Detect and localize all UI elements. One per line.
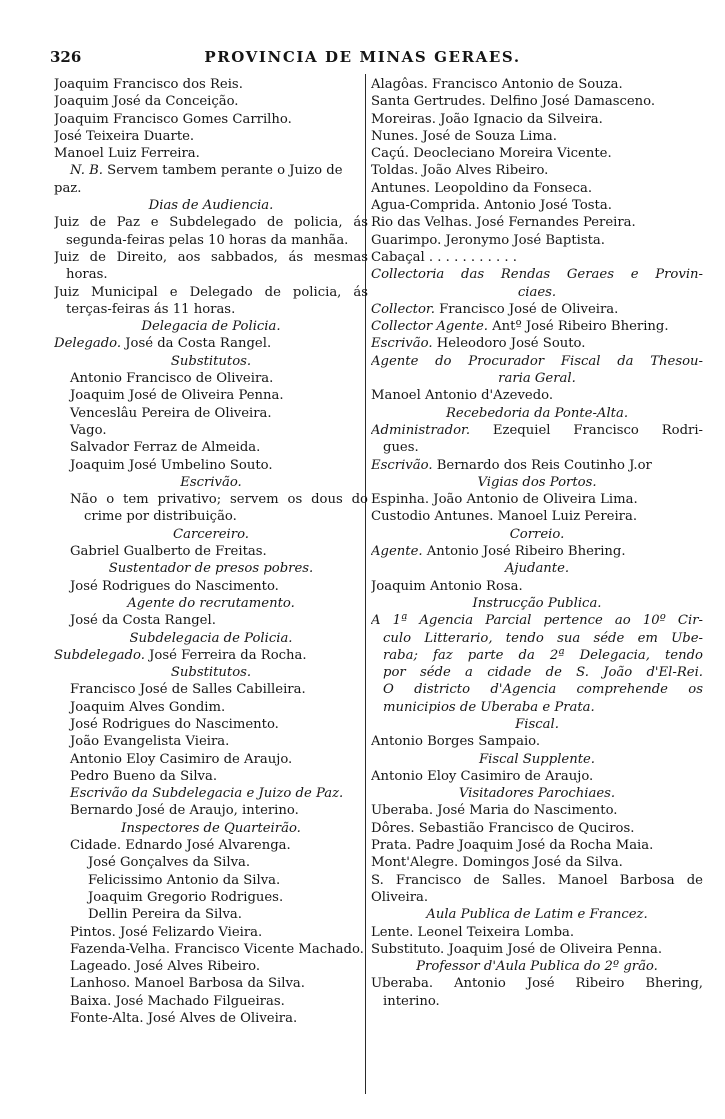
text-line: Moreiras. João Ignacio da Silveira. bbox=[371, 111, 603, 127]
section-heading: Agente do recrutamento. bbox=[127, 595, 295, 611]
section-heading: raria Geral. bbox=[498, 371, 576, 387]
section-heading: Subdelegacia de Policia. bbox=[129, 630, 293, 646]
entry-name: Francisco José de Oliveira. bbox=[439, 301, 619, 317]
page-header bbox=[0, 48, 725, 74]
entry-name: Antº José Ribeiro Bhering. bbox=[492, 319, 669, 335]
text-line: Não o tem privativo; servem os dous do bbox=[70, 492, 368, 508]
text-line: Felicissimo Antonio da Silva. bbox=[88, 872, 281, 888]
section-heading: ciaes. bbox=[517, 284, 557, 300]
note-label: N. B. bbox=[70, 163, 103, 179]
right-column bbox=[371, 76, 703, 1010]
text-line: Nunes. José de Souza Lima. bbox=[371, 128, 557, 144]
note-text: Servem tambem perante o Juizo de bbox=[107, 163, 343, 179]
entry-role: Escrivão. bbox=[371, 336, 433, 352]
paragraph-line: por séde a cidade de S. João d'El-Rei. bbox=[383, 665, 703, 681]
text-line: Vago. bbox=[70, 422, 107, 438]
text-line: gues. bbox=[383, 440, 419, 456]
text-line: Venceslâu Pereira de Oliveira. bbox=[70, 405, 272, 421]
text-line: Juiz de Paz e Subdelegado de policia, ás bbox=[54, 215, 368, 231]
entry-line bbox=[371, 457, 703, 474]
text-line: Francisco José de Salles Cabilleira. bbox=[70, 682, 306, 698]
text-line: crime por distribuição. bbox=[84, 509, 237, 525]
text-line: Lente. Leonel Teixeira Lomba. bbox=[371, 924, 575, 940]
paragraph-line: O districto d'Agencia comprehende os bbox=[383, 682, 703, 698]
text-line: Lanhoso. Manoel Barbosa da Silva. bbox=[70, 976, 305, 992]
text-line: Salvador Ferraz de Almeida. bbox=[70, 440, 261, 456]
text-line: interino. bbox=[383, 993, 440, 1009]
section-heading: Collectoria das Rendas Geraes e Provin- bbox=[371, 267, 703, 283]
text-line: Joaquim Francisco Gomes Carrilho. bbox=[54, 111, 292, 127]
text-line: Pedro Bueno da Silva. bbox=[70, 768, 218, 784]
entry-name: José Ferreira da Rocha. bbox=[149, 647, 307, 663]
entry-role: Subdelegado. bbox=[54, 647, 145, 663]
text-line: Toldas. João Alves Ribeiro. bbox=[371, 163, 549, 179]
text-line: Gabriel Gualberto de Freitas. bbox=[70, 544, 267, 560]
text-line: Cabaçal . . . . . . . . . . . bbox=[371, 249, 517, 265]
entry-role: Escrivão. bbox=[371, 457, 433, 473]
text-line: horas. bbox=[66, 267, 108, 283]
section-heading: Delegacia de Policia. bbox=[141, 319, 281, 335]
text-line: Joaquim Alves Gondim. bbox=[70, 699, 226, 715]
section-heading: Inspectores de Quarteirão. bbox=[121, 820, 301, 836]
paragraph-line: raba; faz parte da 2ª Delegacia, tendo bbox=[383, 647, 703, 663]
section-heading: Ajudante. bbox=[504, 561, 570, 577]
text-line: Joaquim José de Oliveira Penna. bbox=[70, 388, 284, 404]
text-line: Antonio Eloy Casimiro de Araujo. bbox=[70, 751, 293, 767]
text-line: Oliveira. bbox=[371, 889, 429, 905]
section-heading: Aula Publica de Latim e Francez. bbox=[426, 907, 648, 923]
entry-name: Bernardo dos Reis Coutinho J.or bbox=[436, 457, 652, 473]
section-heading: Fiscal. bbox=[515, 716, 559, 732]
page-number: 326 bbox=[50, 48, 82, 66]
text-line: terças-feiras ás 11 horas. bbox=[66, 301, 236, 317]
section-heading: Correio. bbox=[509, 526, 565, 542]
entry-role: Collector Agente. bbox=[371, 319, 488, 335]
left-column bbox=[54, 76, 368, 1027]
paragraph-line: municipios de Uberaba e Prata. bbox=[383, 699, 595, 715]
entry-line bbox=[54, 647, 368, 664]
text-line: paz. bbox=[54, 180, 82, 196]
text-line: Antonio Francisco de Oliveira. bbox=[70, 371, 274, 387]
text-line: S. Francisco de Salles. Manoel Barbosa de bbox=[371, 872, 703, 888]
section-heading: Agente do Procurador Fiscal da Thesou- bbox=[371, 353, 703, 369]
text-line: Dellin Pereira da Silva. bbox=[88, 907, 242, 923]
text-line: Espinha. João Antonio de Oliveira Lima. bbox=[371, 492, 638, 508]
text-line: José Rodrigues do Nascimento. bbox=[70, 716, 279, 732]
text-line: Joaquim Gregorio Rodrigues. bbox=[88, 889, 284, 905]
text-line: Juiz de Direito, aos sabbados, ás mesmas bbox=[54, 249, 368, 265]
text-line: Caçú. Deocleciano Moreira Vicente. bbox=[371, 146, 612, 162]
text-line: Joaquim Antonio Rosa. bbox=[371, 578, 523, 594]
text-line: Joaquim José Umbelino Souto. bbox=[70, 457, 273, 473]
text-line: José Gonçalves da Silva. bbox=[88, 855, 251, 871]
text-line: Antunes. Leopoldino da Fonseca. bbox=[371, 180, 593, 196]
text-line: Juiz Municipal e Delegado de policia, ás bbox=[54, 284, 368, 300]
section-heading: Fiscal Supplente. bbox=[478, 751, 595, 767]
page-title: PROVINCIA DE MINAS GERAES. bbox=[204, 48, 521, 66]
text-line: Fonte-Alta. José Alves de Oliveira. bbox=[70, 1011, 298, 1027]
section-heading: Dias de Audiencia. bbox=[148, 198, 274, 214]
section-heading: Visitadores Parochiaes. bbox=[458, 786, 616, 802]
text-line: Cidade. Ednardo José Alvarenga. bbox=[70, 838, 291, 854]
text-line: Uberaba. Antonio José Ribeiro Bhering, bbox=[371, 976, 703, 992]
section-heading: Recebedoria da Ponte-Alta. bbox=[445, 405, 629, 421]
text-line: Mont'Alegre. Domingos José da Silva. bbox=[371, 855, 623, 871]
entry-role: Delegado. bbox=[54, 336, 122, 352]
section-heading: Sustentador de presos pobres. bbox=[108, 561, 314, 577]
section-heading: Vigias dos Portos. bbox=[477, 474, 597, 490]
entry-role: Agente. bbox=[371, 544, 423, 560]
text-line: Prata. Padre Joaquim José da Rocha Maia. bbox=[371, 838, 654, 854]
text-line: João Evangelista Vieira. bbox=[70, 734, 230, 750]
text-line: Baixa. José Machado Filgueiras. bbox=[70, 993, 285, 1009]
entry-line bbox=[371, 318, 703, 335]
text-line: Antonio Borges Sampaio. bbox=[371, 734, 541, 750]
paragraph-line: A 1ª Agencia Parcial pertence ao 10º Cir- bbox=[371, 613, 703, 629]
paragraph-line: culo Litterario, tendo sua séde em Ube- bbox=[383, 630, 703, 646]
text-line: Substituto. Joaquim José de Oliveira Penna. bbox=[371, 941, 663, 957]
entry-line bbox=[371, 422, 703, 439]
entry-role: Collector. bbox=[371, 301, 435, 317]
text-line: José Rodrigues do Nascimento. bbox=[70, 578, 279, 594]
text-line: Santa Gertrudes. Delfino José Damasceno. bbox=[371, 94, 656, 110]
section-heading: Professor d'Aula Publica do 2º grão. bbox=[416, 959, 658, 975]
section-heading: Substitutos. bbox=[170, 665, 252, 681]
section-heading: Carcereiro. bbox=[173, 526, 249, 542]
text-line: Dôres. Sebastião Francisco de Quciros. bbox=[371, 820, 635, 836]
text-line: Lageado. José Alves Ribeiro. bbox=[70, 959, 261, 975]
text-line: Fazenda-Velha. Francisco Vicente Machado. bbox=[70, 941, 364, 957]
text-line: Manoel Luiz Ferreira. bbox=[54, 146, 200, 162]
section-heading: Substitutos. bbox=[170, 353, 252, 369]
text-line: Bernardo José de Araujo, interino. bbox=[70, 803, 299, 819]
text-line: Agua-Comprida. Antonio José Tosta. bbox=[371, 198, 612, 214]
text-line: Uberaba. José Maria do Nascimento. bbox=[371, 803, 618, 819]
text-line: Joaquim José da Conceição. bbox=[54, 94, 239, 110]
entry-role: Administrador. bbox=[371, 422, 471, 438]
text-line: Manoel Antonio d'Azevedo. bbox=[371, 388, 554, 404]
text-line: Joaquim Francisco dos Reis. bbox=[54, 77, 243, 92]
text-line: Guarimpo. Jeronymo José Baptista. bbox=[371, 232, 605, 248]
text-line: José da Costa Rangel. bbox=[70, 613, 216, 629]
text-line: segunda-feiras pelas 10 horas da manhãa. bbox=[66, 232, 349, 248]
entry-line bbox=[371, 301, 703, 318]
text-line: Alagôas. Francisco Antonio de Souza. bbox=[371, 77, 623, 92]
text-line: Rio das Velhas. José Fernandes Pereira. bbox=[371, 215, 636, 231]
text-line: Custodio Antunes. Manoel Luiz Pereira. bbox=[371, 509, 638, 525]
section-heading: Escrivão. bbox=[180, 474, 242, 490]
note-line bbox=[54, 162, 368, 179]
section-heading: Instrucção Publica. bbox=[472, 595, 602, 611]
entry-line bbox=[371, 335, 703, 352]
text-line: Antonio Eloy Casimiro de Araujo. bbox=[371, 768, 594, 784]
text-line: Pintos. José Felizardo Vieira. bbox=[70, 924, 263, 940]
section-heading: Escrivão da Subdelegacia e Juizo de Paz. bbox=[70, 786, 344, 802]
entry-name: Ezequiel Francisco Rodri- bbox=[492, 422, 703, 438]
entry-name: Antonio José Ribeiro Bhering. bbox=[426, 544, 626, 560]
entry-name: José da Costa Rangel. bbox=[125, 336, 272, 352]
text-line: José Teixeira Duarte. bbox=[54, 128, 195, 144]
entry-line bbox=[371, 543, 703, 560]
entry-name: Heleodoro José Souto. bbox=[436, 336, 586, 352]
entry-line bbox=[54, 335, 368, 352]
